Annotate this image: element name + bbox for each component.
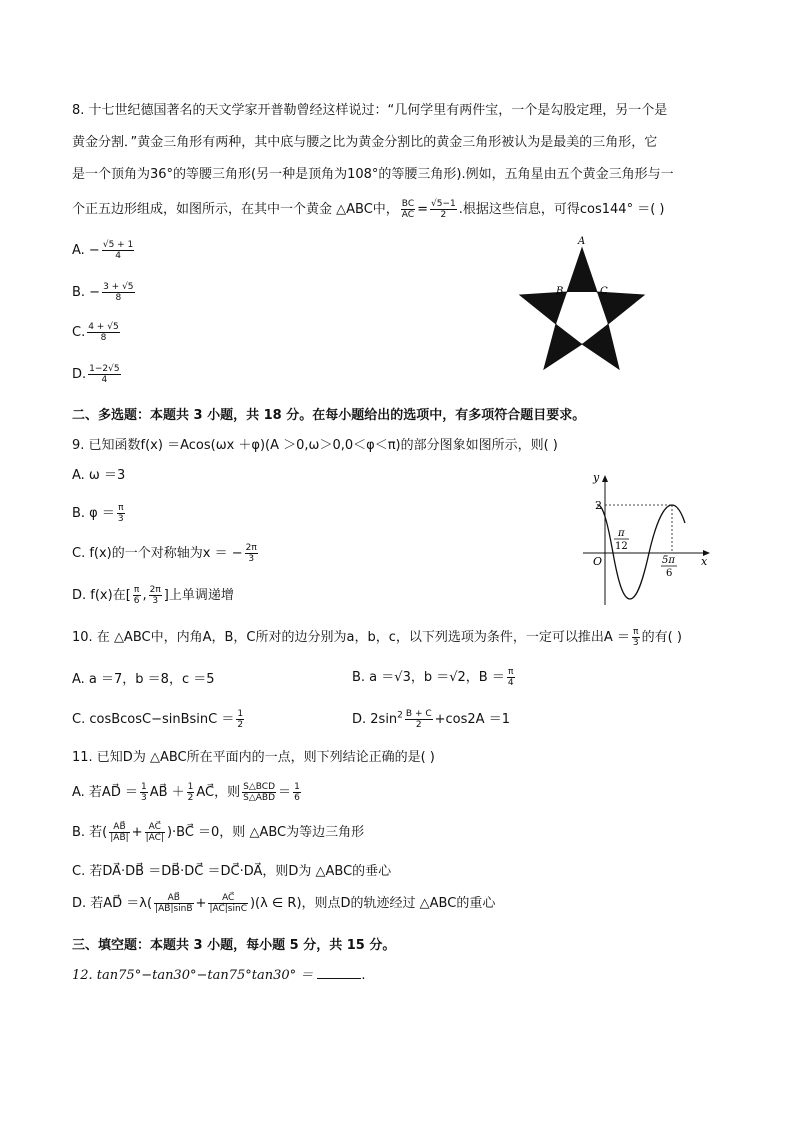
frac-num: π	[133, 585, 140, 595]
section-3-heading: 三、填空题：本题共 3 小题，每小题 5 分，共 15 分。	[72, 938, 396, 953]
frac-den: 2	[187, 793, 194, 803]
q12-period: .	[361, 968, 366, 983]
tick-pi12-den: 12	[615, 541, 628, 552]
q8-line2: 黄金分割．”黄金三角形有两种，其中底与腰之比为黄金分割比的黄金三角形被认为是最美的三角形，它	[72, 135, 658, 150]
equals: =	[417, 202, 429, 217]
frac-num: AB⃗	[154, 893, 193, 904]
option-label: A. −	[72, 243, 100, 258]
frac-num: 2π	[149, 585, 161, 595]
option-frac	[102, 282, 134, 303]
q10-option-c	[72, 708, 246, 730]
option-text: )·BC⃗ ＝0，则 △ABC为等边三角形	[166, 825, 365, 840]
frac-num: π	[118, 503, 124, 513]
q8-line1: 8. 十七世纪德国著名的天文学家开普勒曾经这样说过：“几何学里有两件宝，一个是勾股定理，另一个是	[72, 103, 668, 118]
stem-frac	[632, 627, 640, 648]
tick-5pi6-num: 5π	[662, 555, 675, 566]
frac-den: 8	[100, 333, 107, 343]
y-axis-label: y	[593, 471, 600, 484]
option-text: D. f(x)在[	[72, 588, 131, 603]
vertex-label-b: B	[556, 286, 564, 297]
option-text: +cos2A ＝1	[434, 712, 510, 727]
plus: +	[131, 825, 143, 840]
q8-option-b	[72, 282, 137, 303]
option-frac	[405, 709, 433, 730]
q10-option-d	[352, 708, 510, 730]
q9-option-d	[72, 584, 234, 606]
option-label: C. f(x)的一个对称轴为x ＝ −	[72, 546, 243, 561]
q11-option-d	[72, 892, 495, 914]
frac-num: AB⃗	[109, 822, 129, 833]
option-frac	[145, 822, 165, 843]
frac-den: 2	[440, 210, 447, 220]
q10-option-a: A. a ＝7，b ＝8，c ＝5	[72, 672, 215, 687]
q11-option-a	[72, 781, 303, 803]
option-text: )(λ ∈ R)，则点D的轨迹经过 △ABC的重心	[249, 896, 496, 911]
option-text: AC⃗，则	[196, 785, 241, 800]
frac-den: 3	[152, 596, 159, 606]
q9-option-a: A. ω ＝3	[72, 468, 126, 483]
q8-value-frac	[430, 199, 457, 220]
plus: +	[195, 896, 207, 911]
origin-label: O	[593, 555, 603, 568]
comma: ,	[142, 588, 147, 603]
superscript: 2	[397, 710, 403, 721]
cosine-graph	[575, 465, 720, 610]
frac-num: √5 + 1	[102, 240, 134, 250]
q8-option-c	[72, 322, 122, 343]
max-value-label: 2	[595, 499, 602, 512]
vertex-label-c: C	[600, 286, 608, 297]
x-axis-label: x	[701, 555, 708, 568]
vertex-label-a: A	[578, 236, 586, 247]
option-frac	[102, 240, 134, 261]
answer-blank[interactable]	[317, 966, 361, 979]
option-frac	[87, 322, 119, 343]
option-label: D.	[72, 367, 87, 382]
frac-den: 3	[248, 554, 255, 564]
option-frac	[88, 364, 120, 385]
frac-num: π	[507, 667, 514, 677]
option-text: AB⃗ ＋	[149, 785, 185, 800]
option-frac	[154, 893, 193, 914]
frac-den: |AB⃗|	[110, 833, 129, 843]
q8-option-d	[72, 364, 123, 385]
frac-den: 4	[115, 251, 121, 261]
frac-num: √5−1	[431, 199, 456, 209]
option-text: B. a ＝√3，b ＝√2，B ＝	[352, 670, 505, 685]
option-label: C.	[72, 325, 86, 340]
frac-num: 4 + √5	[88, 322, 119, 332]
option-text: C. cosBcosC−sinBsinC ＝	[72, 712, 235, 727]
frac-num: 1	[237, 709, 244, 719]
equals: ＝	[278, 785, 292, 800]
q11-option-b	[72, 821, 364, 843]
y-axis-arrow	[602, 475, 608, 482]
q8-line3: 是一个顶角为36°的等腰三角形(另一种是顶角为108°的等腰三角形).例如，五角星由五个黄金三角形与一	[72, 167, 674, 182]
option-frac	[109, 822, 129, 843]
q9-stem: 9. 已知函数f(x) ＝Acos(ωx ＋φ)(A ＞0,ω＞0,0＜φ＜π)的部分图象如图所示，则( )	[72, 438, 558, 453]
option-frac	[242, 782, 276, 803]
frac-den: 3	[140, 793, 147, 803]
option-frac	[507, 667, 515, 688]
frac-num: S△BCD	[243, 782, 276, 792]
frac-den: 8	[115, 293, 122, 303]
q10-option-b	[352, 666, 517, 688]
option-frac	[236, 709, 244, 730]
option-text: D. 2sin	[352, 712, 398, 727]
frac-num: BC	[401, 199, 415, 209]
option-frac	[149, 585, 162, 606]
stem-text: 10. 在 △ABC中，内角A，B，C所对的边分别为a，b，c，以下列选项为条件，一定可以推出A ＝	[72, 630, 630, 645]
q11-option-c: C. 若DA⃗·DB⃗ ＝DB⃗·DC⃗ ＝DC⃗·DA⃗，则D为 △ABC的垂心	[72, 864, 392, 879]
frac-den: 4	[507, 678, 514, 688]
q10-stem	[72, 626, 682, 648]
tick-pi12-num: π	[618, 528, 625, 539]
section-2-heading: 二、多选题：本题共 3 小题，共 18 分。在每小题给出的选项中，有多项符合题目要求。	[72, 408, 586, 423]
pentagram-figure	[510, 228, 660, 378]
q8-line4-tail: .根据这些信息，可得cos144° ＝( )	[458, 202, 665, 217]
golden-triangle-top	[567, 248, 597, 292]
option-frac	[208, 893, 248, 914]
option-label: B. −	[72, 285, 101, 300]
frac-num: π	[633, 627, 639, 637]
frac-den: 3	[632, 638, 639, 648]
frac-num: 3 + √5	[103, 282, 134, 292]
option-frac	[117, 503, 125, 524]
q11-stem: 11. 已知D为 △ABC所在平面内的一点，则下列结论正确的是( )	[72, 750, 435, 765]
frac-num: AC⃗	[145, 822, 165, 833]
frac-num: B + C	[405, 709, 432, 719]
frac-den: 6	[133, 596, 140, 606]
option-text: A. 若AD⃗ ＝	[72, 785, 138, 800]
frac-num: 1−2√5	[89, 364, 120, 374]
frac-num: 1	[140, 782, 147, 792]
option-text: D. 若AD⃗ ＝λ(	[72, 896, 153, 911]
frac-den: |AC⃗|	[145, 833, 164, 843]
q9-option-c	[72, 542, 260, 564]
frac-den: 2	[415, 720, 422, 730]
option-label: B. φ ＝	[72, 506, 115, 521]
q9-option-b	[72, 502, 127, 524]
frac-den: 6	[294, 793, 300, 803]
frac-num: 2π	[245, 543, 257, 553]
frac-num: 1	[294, 782, 300, 792]
q12-stem: 12. tan75°−tan30°−tan75°tan30° ＝	[72, 968, 314, 983]
frac-den: 3	[117, 514, 124, 524]
q8-line4	[72, 199, 664, 220]
tick-5pi6-den: 6	[666, 568, 673, 579]
q8-line4-text: 个正五边形组成，如图所示，在其中一个黄金 △ABC中，	[72, 202, 399, 217]
option-frac	[133, 585, 141, 606]
frac-num: 1	[187, 782, 194, 792]
frac-num: AC⃗	[208, 893, 248, 904]
option-text: B. 若(	[72, 825, 108, 840]
q12	[72, 966, 366, 986]
option-frac	[187, 782, 195, 803]
option-frac	[245, 543, 258, 564]
frac-den: 4	[101, 375, 108, 385]
frac-den: 2	[237, 720, 244, 730]
q8-ratio-frac	[401, 199, 415, 220]
q8-option-a	[72, 240, 136, 261]
option-frac	[293, 782, 301, 803]
option-frac	[140, 782, 148, 803]
stem-text: 的有( )	[641, 630, 682, 645]
frac-den: AC	[401, 210, 415, 220]
option-text: ]上单调递增	[163, 588, 234, 603]
frac-den: |AB⃗|sinB	[155, 904, 193, 914]
frac-den: S△ABD	[243, 793, 276, 803]
frac-den: |AC⃗|sinC	[209, 904, 247, 914]
